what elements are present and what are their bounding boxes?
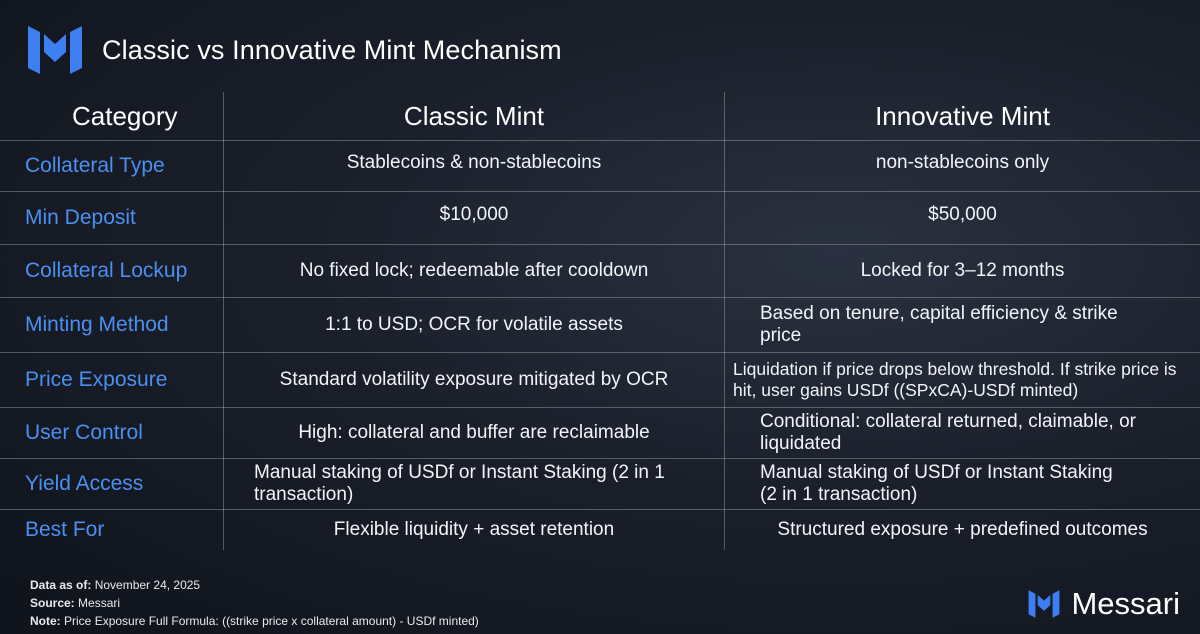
innovative-cell: Liquidation if price drops below threshold. If strike price is hit, user gains USDf ((SPxCA)-USDf minted)	[733, 359, 1177, 400]
table-row	[0, 408, 1200, 458]
classic-cell: Flexible liquidity + asset retention	[333, 519, 615, 540]
data-date-label: Data as of:	[30, 578, 92, 592]
column-header-classic: Classic Mint	[403, 100, 545, 131]
row-category: Collateral Lockup	[25, 259, 188, 282]
table-header-row	[0, 92, 1200, 140]
innovative-cell: Based on tenure, capital efficiency & strike price	[760, 303, 1118, 346]
row-category: Price Exposure	[25, 368, 168, 391]
source-value: Messari	[78, 596, 121, 610]
note-value: Price Exposure Full Formula: ((strike price x collateral amount) - USDf minted)	[64, 614, 479, 628]
column-header-category: Category	[72, 100, 178, 131]
classic-cell: Manual staking of USDf or Instant Staking (2 in 1 transaction)	[254, 462, 665, 505]
column-header-innovative: Innovative Mint	[875, 100, 1050, 131]
classic-cell: No fixed lock; redeemable after cooldown	[299, 260, 649, 281]
classic-cell: High: collateral and buffer are reclaimable	[298, 422, 650, 443]
row-category: User Control	[25, 421, 143, 444]
page-header	[26, 22, 562, 78]
innovative-cell: non-stablecoins only	[875, 152, 1050, 173]
source-line	[30, 594, 479, 612]
innovative-cell: $50,000	[928, 204, 997, 225]
classic-cell: Stablecoins & non-stablecoins	[346, 152, 602, 173]
page-title: Classic vs Innovative Mint Mechanism	[102, 34, 562, 65]
classic-cell: $10,000	[439, 204, 509, 225]
note-label: Note:	[30, 614, 61, 628]
table-row	[0, 510, 1200, 550]
innovative-cell: Structured exposure + predefined outcomes	[777, 519, 1148, 540]
row-category: Collateral Type	[25, 154, 165, 177]
row-category: Yield Access	[25, 472, 144, 495]
footer-notes	[30, 576, 479, 630]
table-row	[0, 353, 1200, 407]
row-category: Min Deposit	[25, 206, 136, 229]
classic-cell: Standard volatility exposure mitigated by OCR	[279, 369, 669, 390]
brand-mark	[1027, 586, 1180, 622]
table-row	[0, 298, 1200, 352]
table-row	[0, 245, 1200, 297]
brand-name: Messari	[1071, 586, 1180, 621]
data-date-line	[30, 576, 479, 594]
messari-logo-icon	[1027, 588, 1061, 620]
data-date-value: November 24, 2025	[94, 578, 201, 592]
row-category: Minting Method	[25, 313, 169, 336]
table-row	[0, 141, 1200, 191]
table-row	[0, 459, 1200, 509]
note-line	[30, 612, 479, 630]
innovative-cell: Locked for 3–12 months	[860, 260, 1065, 281]
row-category: Best For	[25, 518, 105, 541]
innovative-cell: Manual staking of USDf or Instant Staking (2 in 1 transaction)	[760, 462, 1113, 505]
m-logo-icon	[26, 22, 84, 78]
source-label: Source:	[30, 596, 75, 610]
table-row	[0, 192, 1200, 244]
classic-cell: 1:1 to USD; OCR for volatile assets	[325, 314, 623, 335]
innovative-cell: Conditional: collateral returned, claimable, or liquidated	[760, 411, 1136, 454]
